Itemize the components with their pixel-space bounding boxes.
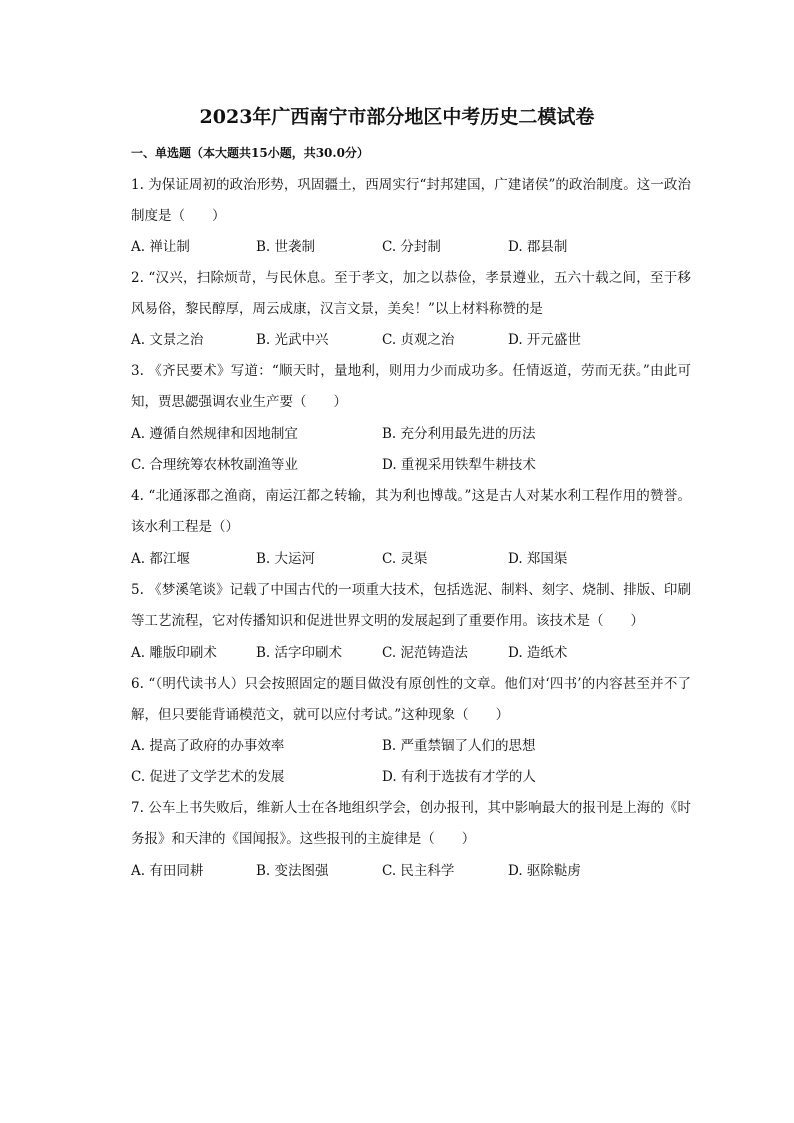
question-7-option-a: A. 有田同耕 <box>131 863 204 879</box>
question-1-option-d: D. 郡县制 <box>508 239 568 255</box>
question-2-option-d: D. 开元盛世 <box>508 332 581 348</box>
question-6-option-a: A. 提高了政府的办事效率 <box>131 738 285 754</box>
question-4-option-a: A. 都江堰 <box>131 551 190 567</box>
question-3-option-b: B. 充分利用最先进的历法 <box>382 426 536 442</box>
question-5-option-a: A. 雕版印刷术 <box>131 645 217 661</box>
question-1-option-b: B. 世袭制 <box>256 239 316 255</box>
question-2-option-c: C. 贞观之治 <box>382 332 455 348</box>
section-heading: 一、单选题（本大题共15小题，共30.0分） <box>131 146 369 160</box>
question-3-stem: 3. 《齐民要术》写道：“顺天时，量地利，则用力少而成功多。任情返道，劳而无获。”由此可知，贾思勰强调农业生产要（ ） <box>131 363 691 410</box>
question-6-option-d: D. 有利于选拔有才学的人 <box>382 769 536 785</box>
question-4-option-d: D. 郑国渠 <box>508 551 568 567</box>
question-3-option-a: A. 遵循自然规律和因地制宜 <box>131 426 298 442</box>
question-5-stem: 5. 《梦溪笔谈》记载了中国古代的一项重大技术，包括选泥、制料、刻字、烧制、排版、印刷等工艺流程，它对传播知识和促进世界文明的发展起到了重要作用。该技术是（ ） <box>131 582 691 629</box>
question-2-option-a: A. 文景之治 <box>131 332 204 348</box>
question-4-option-b: B. 大运河 <box>256 551 316 567</box>
question-1-option-a: A. 禅让制 <box>131 239 190 255</box>
question-2-stem: 2. “汉兴，扫除烦苛，与民休息。至于孝文，加之以恭俭，孝景遵业，五六十载之间，至于移风易俗，黎民醇厚，周云成康，汉言文景，美矣！”以上材料称赞的是 <box>131 270 691 317</box>
question-2-option-b: B. 光武中兴 <box>256 332 329 348</box>
exam-title: 2023年广西南宁市部分地区中考历史二模试卷 <box>199 106 595 128</box>
question-5-option-c: C. 泥范铸造法 <box>382 645 468 661</box>
question-4-stem: 4. “北通涿郡之渔商，南运江都之转输，其为利也博哉。”这是古人对某水利工程作用的赞誉。该水利工程是（） <box>131 488 691 535</box>
question-4-option-c: C. 灵渠 <box>382 551 428 567</box>
question-7-option-b: B. 变法图强 <box>256 863 329 879</box>
question-6-option-c: C. 促进了文学艺术的发展 <box>131 769 285 785</box>
question-6-option-b: B. 严重禁锢了人们的思想 <box>382 738 536 754</box>
question-1-option-c: C. 分封制 <box>382 239 441 255</box>
question-1-stem: 1. 为保证周初的政治形势，巩固疆土，西周实行“封邦建国，广建诸侯”的政治制度。这一政治制度是（ ） <box>131 177 691 224</box>
question-3-option-d: D. 重视采用铁犁牛耕技术 <box>382 457 536 473</box>
question-7-option-d: D. 驱除鞑虏 <box>508 863 581 879</box>
question-7-option-c: C. 民主科学 <box>382 863 455 879</box>
question-5-option-b: B. 活字印刷术 <box>256 645 343 661</box>
question-7-stem: 7. 公车上书失败后，维新人士在各地组织学会，创办报刊，其中影响最大的报刊是上海的《时务报》和天津的《国闻报》。这些报刊的主旋律是（ ） <box>131 800 691 847</box>
question-5-option-d: D. 造纸术 <box>508 645 568 661</box>
question-6-stem: 6. “（明代读书人）只会按照固定的题目做没有原创性的文章。他们对‘四书’的内容甚至并不了解，但只要能背诵模范文，就可以应付考试。”这种现象（ ） <box>131 676 691 723</box>
question-3-option-c: C. 合理统筹农林牧副渔等业 <box>131 457 298 473</box>
